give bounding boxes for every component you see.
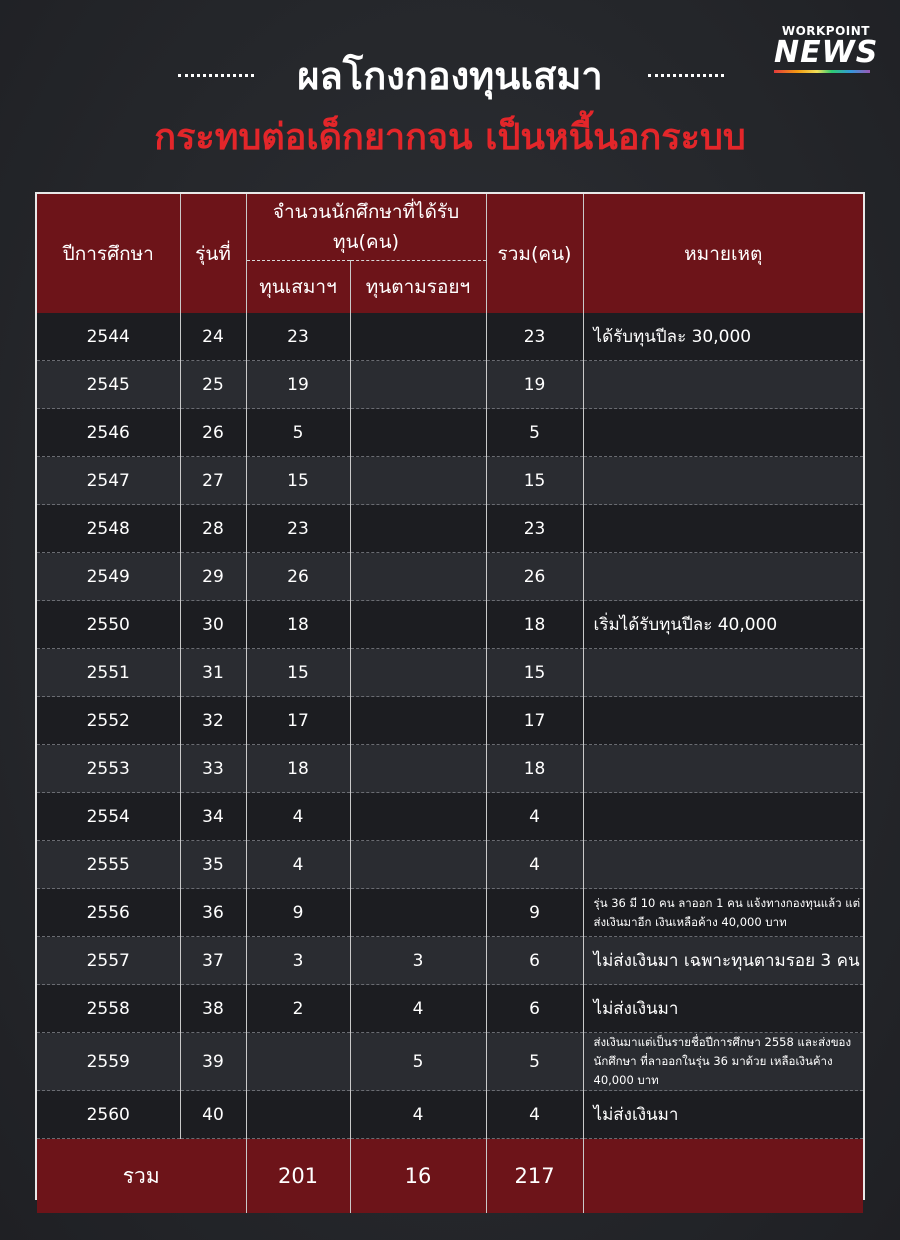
cell-batch: 33 xyxy=(180,745,246,793)
cell-batch: 35 xyxy=(180,841,246,889)
cell-year: 2552 xyxy=(37,697,180,745)
cell-note: ได้รับทุนปีละ 30,000 xyxy=(583,313,863,361)
cell-sema: 18 xyxy=(246,601,350,649)
cell-year: 2549 xyxy=(37,553,180,601)
cell-note: ไม่ส่งเงินมา xyxy=(583,1091,863,1139)
cell-year: 2554 xyxy=(37,793,180,841)
cell-total: 18 xyxy=(486,601,583,649)
cell-batch: 27 xyxy=(180,457,246,505)
cell-sema: 17 xyxy=(246,697,350,745)
cell-tamroi: 4 xyxy=(350,1091,486,1139)
table-row xyxy=(37,409,863,457)
cell-note xyxy=(583,745,863,793)
cell-tamroi xyxy=(350,649,486,697)
cell-total: 6 xyxy=(486,985,583,1033)
cell-batch: 40 xyxy=(180,1091,246,1139)
cell-year: 2553 xyxy=(37,745,180,793)
cell-note: รุ่น 36 มี 10 คน ลาออก 1 คน แจ้งทางกองทุนแล้ว แต่ส่งเงินมาอีก เงินเหลือค้าง 40,000 บาท xyxy=(583,889,863,937)
cell-sema: 4 xyxy=(246,793,350,841)
cell-sema: 15 xyxy=(246,649,350,697)
cell-year: 2545 xyxy=(37,361,180,409)
logo-main-text: NEWS xyxy=(774,35,879,70)
cell-batch: 28 xyxy=(180,505,246,553)
cell-year: 2558 xyxy=(37,985,180,1033)
header-students-group: จำนวนนักศึกษาที่ได้รับทุน(คน) xyxy=(246,194,486,261)
cell-sema xyxy=(246,1091,350,1139)
table-row xyxy=(37,841,863,889)
cell-year: 2551 xyxy=(37,649,180,697)
cell-batch: 29 xyxy=(180,553,246,601)
cell-note xyxy=(583,793,863,841)
cell-sema: 18 xyxy=(246,745,350,793)
cell-total: 19 xyxy=(486,361,583,409)
cell-tamroi xyxy=(350,841,486,889)
page-subtitle: กระทบต่อเด็กยากจน เป็นหนี้นอกระบบ xyxy=(154,117,746,158)
cell-year: 2546 xyxy=(37,409,180,457)
cell-tamroi: 5 xyxy=(350,1033,486,1091)
cell-sema: 26 xyxy=(246,553,350,601)
table-row xyxy=(37,697,863,745)
table-row xyxy=(37,457,863,505)
table-row xyxy=(37,505,863,553)
cell-year: 2557 xyxy=(37,937,180,985)
cell-total: 23 xyxy=(486,505,583,553)
table-row xyxy=(37,745,863,793)
table-row xyxy=(37,937,863,985)
cell-tamroi xyxy=(350,457,486,505)
cell-total: 5 xyxy=(486,409,583,457)
cell-tamroi xyxy=(350,601,486,649)
cell-total: 17 xyxy=(486,697,583,745)
cell-batch: 36 xyxy=(180,889,246,937)
total-label: รวม xyxy=(37,1139,246,1214)
cell-batch: 37 xyxy=(180,937,246,985)
cell-tamroi xyxy=(350,889,486,937)
cell-note xyxy=(583,553,863,601)
cell-tamroi xyxy=(350,361,486,409)
cell-batch: 34 xyxy=(180,793,246,841)
cell-total: 26 xyxy=(486,553,583,601)
cell-sema: 23 xyxy=(246,313,350,361)
table-row xyxy=(37,793,863,841)
cell-total: 4 xyxy=(486,841,583,889)
page-title: ผลโกงกองทุนเสมา xyxy=(297,54,603,98)
cell-note: ส่งเงินมาแต่เป็นรายชื่อปีการศึกษา 2558 และส่งของนักศึกษา ที่ลาออกในรุ่น 36 มาด้วย เหลือเงินค้าง 40,000 บาท xyxy=(583,1033,863,1091)
cell-note xyxy=(583,505,863,553)
cell-tamroi xyxy=(350,793,486,841)
table-row xyxy=(37,1033,863,1091)
cell-note xyxy=(583,841,863,889)
total-sema: 201 xyxy=(246,1139,350,1214)
cell-tamroi xyxy=(350,505,486,553)
cell-sema: 5 xyxy=(246,409,350,457)
cell-total: 23 xyxy=(486,313,583,361)
cell-total: 15 xyxy=(486,649,583,697)
cell-batch: 30 xyxy=(180,601,246,649)
table-row xyxy=(37,361,863,409)
table-row xyxy=(37,985,863,1033)
cell-total: 4 xyxy=(486,793,583,841)
cell-note xyxy=(583,697,863,745)
cell-tamroi xyxy=(350,313,486,361)
cell-total: 18 xyxy=(486,745,583,793)
cell-year: 2550 xyxy=(37,601,180,649)
cell-sema: 19 xyxy=(246,361,350,409)
cell-note xyxy=(583,361,863,409)
header-note: หมายเหตุ xyxy=(583,194,863,313)
cell-total: 4 xyxy=(486,1091,583,1139)
cell-total: 6 xyxy=(486,937,583,985)
cell-batch: 25 xyxy=(180,361,246,409)
cell-tamroi xyxy=(350,553,486,601)
header-tamroi: ทุนตามรอยฯ xyxy=(350,261,486,314)
table-body xyxy=(37,313,863,1139)
cell-total: 5 xyxy=(486,1033,583,1091)
table-row xyxy=(37,313,863,361)
cell-note: เริ่มได้รับทุนปีละ 40,000 xyxy=(583,601,863,649)
cell-sema: 23 xyxy=(246,505,350,553)
cell-tamroi xyxy=(350,745,486,793)
cell-tamroi: 3 xyxy=(350,937,486,985)
title-dots-right xyxy=(648,74,724,77)
scholarship-table xyxy=(35,192,865,1200)
cell-batch: 24 xyxy=(180,313,246,361)
total-row xyxy=(37,1139,863,1214)
cell-note xyxy=(583,457,863,505)
header-year: ปีการศึกษา xyxy=(37,194,180,313)
cell-batch: 26 xyxy=(180,409,246,457)
cell-note xyxy=(583,409,863,457)
cell-sema: 3 xyxy=(246,937,350,985)
cell-year: 2555 xyxy=(37,841,180,889)
total-total: 217 xyxy=(486,1139,583,1214)
cell-tamroi xyxy=(350,697,486,745)
cell-sema: 9 xyxy=(246,889,350,937)
header-sema: ทุนเสมาฯ xyxy=(246,261,350,314)
table-row xyxy=(37,889,863,937)
cell-batch: 32 xyxy=(180,697,246,745)
cell-year: 2556 xyxy=(37,889,180,937)
cell-year: 2560 xyxy=(37,1091,180,1139)
cell-year: 2559 xyxy=(37,1033,180,1091)
cell-tamroi: 4 xyxy=(350,985,486,1033)
cell-year: 2547 xyxy=(37,457,180,505)
cell-sema: 15 xyxy=(246,457,350,505)
cell-sema: 2 xyxy=(246,985,350,1033)
cell-tamroi xyxy=(350,409,486,457)
table-row xyxy=(37,649,863,697)
table-row xyxy=(37,601,863,649)
cell-sema xyxy=(246,1033,350,1091)
cell-batch: 31 xyxy=(180,649,246,697)
cell-batch: 39 xyxy=(180,1033,246,1091)
logo-top-text: WORKPOINT xyxy=(781,24,870,38)
cell-total: 15 xyxy=(486,457,583,505)
cell-year: 2548 xyxy=(37,505,180,553)
cell-note: ไม่ส่งเงินมา เฉพาะทุนตามรอย 3 คน xyxy=(583,937,863,985)
header-total: รวม(คน) xyxy=(486,194,583,313)
header-batch: รุ่นที่ xyxy=(180,194,246,313)
cell-batch: 38 xyxy=(180,985,246,1033)
table-row xyxy=(37,1091,863,1139)
total-tamroi: 16 xyxy=(350,1139,486,1214)
cell-total: 9 xyxy=(486,889,583,937)
cell-note xyxy=(583,649,863,697)
title-row xyxy=(0,52,900,100)
total-note xyxy=(583,1139,863,1214)
cell-year: 2544 xyxy=(37,313,180,361)
cell-sema: 4 xyxy=(246,841,350,889)
table-row xyxy=(37,553,863,601)
cell-note: ไม่ส่งเงินมา xyxy=(583,985,863,1033)
